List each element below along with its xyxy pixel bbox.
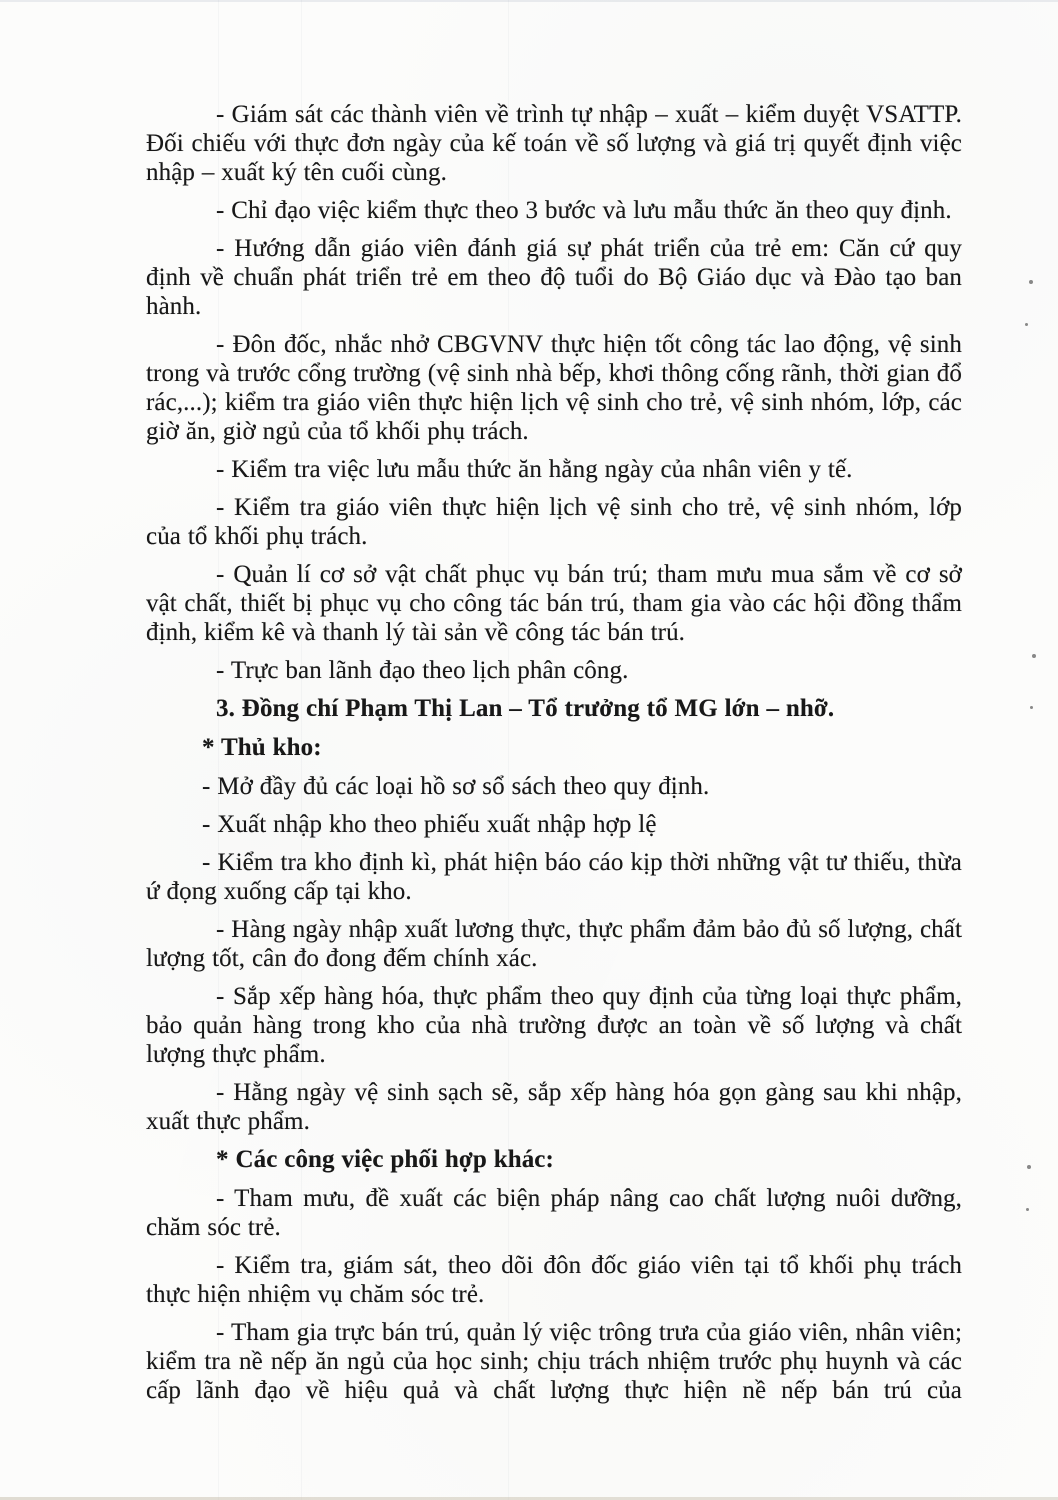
paragraph: - Xuất nhập kho theo phiếu xuất nhập hợp lệ xyxy=(202,811,657,838)
scan-top-edge xyxy=(0,0,1058,2)
section-heading: * Các công việc phối hợp khác: xyxy=(216,1146,554,1173)
paragraph: - Quản lí cơ sở vật chất phục vụ bán trú; tham mưu mua sắm về cơ sở vật chất, thiết bị phục vụ cho công tác bán trú, tham gia vào các hội đồng thẩm định, kiểm kê và thanh lý tài sản về công tác bán trú. xyxy=(146,561,962,646)
paragraph: - Kiểm tra giáo viên thực hiện lịch vệ sinh cho trẻ, vệ sinh nhóm, lớp của tổ khối phụ trách. xyxy=(146,494,962,550)
paragraph: - Kiểm tra kho định kì, phát hiện báo cáo kịp thời những vật tư thiếu, thừa ứ đọng xuống cấp tại kho. xyxy=(146,849,962,905)
scan-speck xyxy=(1032,654,1036,658)
section-heading: 3. Đồng chí Phạm Thị Lan – Tổ trưởng tổ MG lớn – nhỡ. xyxy=(216,695,835,722)
paragraph: - Đôn đốc, nhắc nhở CBGVNV thực hiện tốt công tác lao động, vệ sinh trong và trước cổng trường (vệ sinh nhà bếp, khơi thông cống rãnh, thời gian đổ rác,...); kiểm tra giáo viên thực hiện lịch vệ sinh cho trẻ, vệ sinh nhóm, lớp, các giờ ăn, giờ ngủ của tổ khối phụ trách. xyxy=(146,331,962,445)
paragraph: - Hướng dẫn giáo viên đánh giá sự phát triển của trẻ em: Căn cứ quy định về chuẩn phát triển trẻ em theo độ tuổi do Bộ Giáo dục và Đào tạo ban hành. xyxy=(146,235,962,320)
scan-speck xyxy=(1025,323,1028,326)
paragraph: - Hàng ngày nhập xuất lương thực, thực phẩm đảm bảo đủ số lượng, chất lượng tốt, cân đo đong đếm chính xác. xyxy=(146,916,962,972)
paragraph: - Tham mưu, đề xuất các biện pháp nâng cao chất lượng nuôi dưỡng, chăm sóc trẻ. xyxy=(146,1185,962,1241)
scan-speck xyxy=(1027,1165,1031,1169)
paragraph: - Hằng ngày vệ sinh sạch sẽ, sắp xếp hàng hóa gọn gàng sau khi nhập, xuất thực phẩm. xyxy=(146,1079,962,1135)
document-body xyxy=(146,100,962,1414)
paragraph: - Giám sát các thành viên về trình tự nhập – xuất – kiểm duyệt VSATTP. Đối chiếu với thực đơn ngày của kế toán về số lượng và giá trị quyết định việc nhập – xuất ký tên cuối cùng. xyxy=(146,101,962,186)
paragraph: - Sắp xếp hàng hóa, thực phẩm theo quy định của từng loại thực phẩm, bảo quản hàng trong kho của nhà trường được an toàn về số lượng và chất lượng thực phẩm. xyxy=(146,983,962,1068)
scan-speck xyxy=(1029,280,1033,284)
paragraph: - Trực ban lãnh đạo theo lịch phân công. xyxy=(216,657,629,684)
paragraph: - Kiểm tra, giám sát, theo dõi đôn đốc giáo viên tại tổ khối phụ trách thực hiện nhiệm vụ chăm sóc trẻ. xyxy=(146,1252,962,1308)
paragraph: - Tham gia trực bán trú, quản lý việc trông trưa của giáo viên, nhân viên; kiểm tra nề nếp ăn ngủ của học sinh; chịu trách nhiệm trước phụ huynh và các cấp lãnh đạo về hiệu quả và chất lượng thực hiện nề nếp bán trú của xyxy=(146,1319,962,1404)
paragraph: - Kiểm tra việc lưu mẫu thức ăn hằng ngày của nhân viên y tế. xyxy=(216,456,853,483)
scan-speck xyxy=(1030,706,1033,709)
section-heading: * Thủ kho: xyxy=(202,734,322,761)
paragraph: - Mở đầy đủ các loại hồ sơ sổ sách theo quy định. xyxy=(202,773,710,800)
scan-speck xyxy=(1026,1208,1029,1211)
paragraph: - Chỉ đạo việc kiểm thực theo 3 bước và lưu mẫu thức ăn theo quy định. xyxy=(216,197,952,224)
